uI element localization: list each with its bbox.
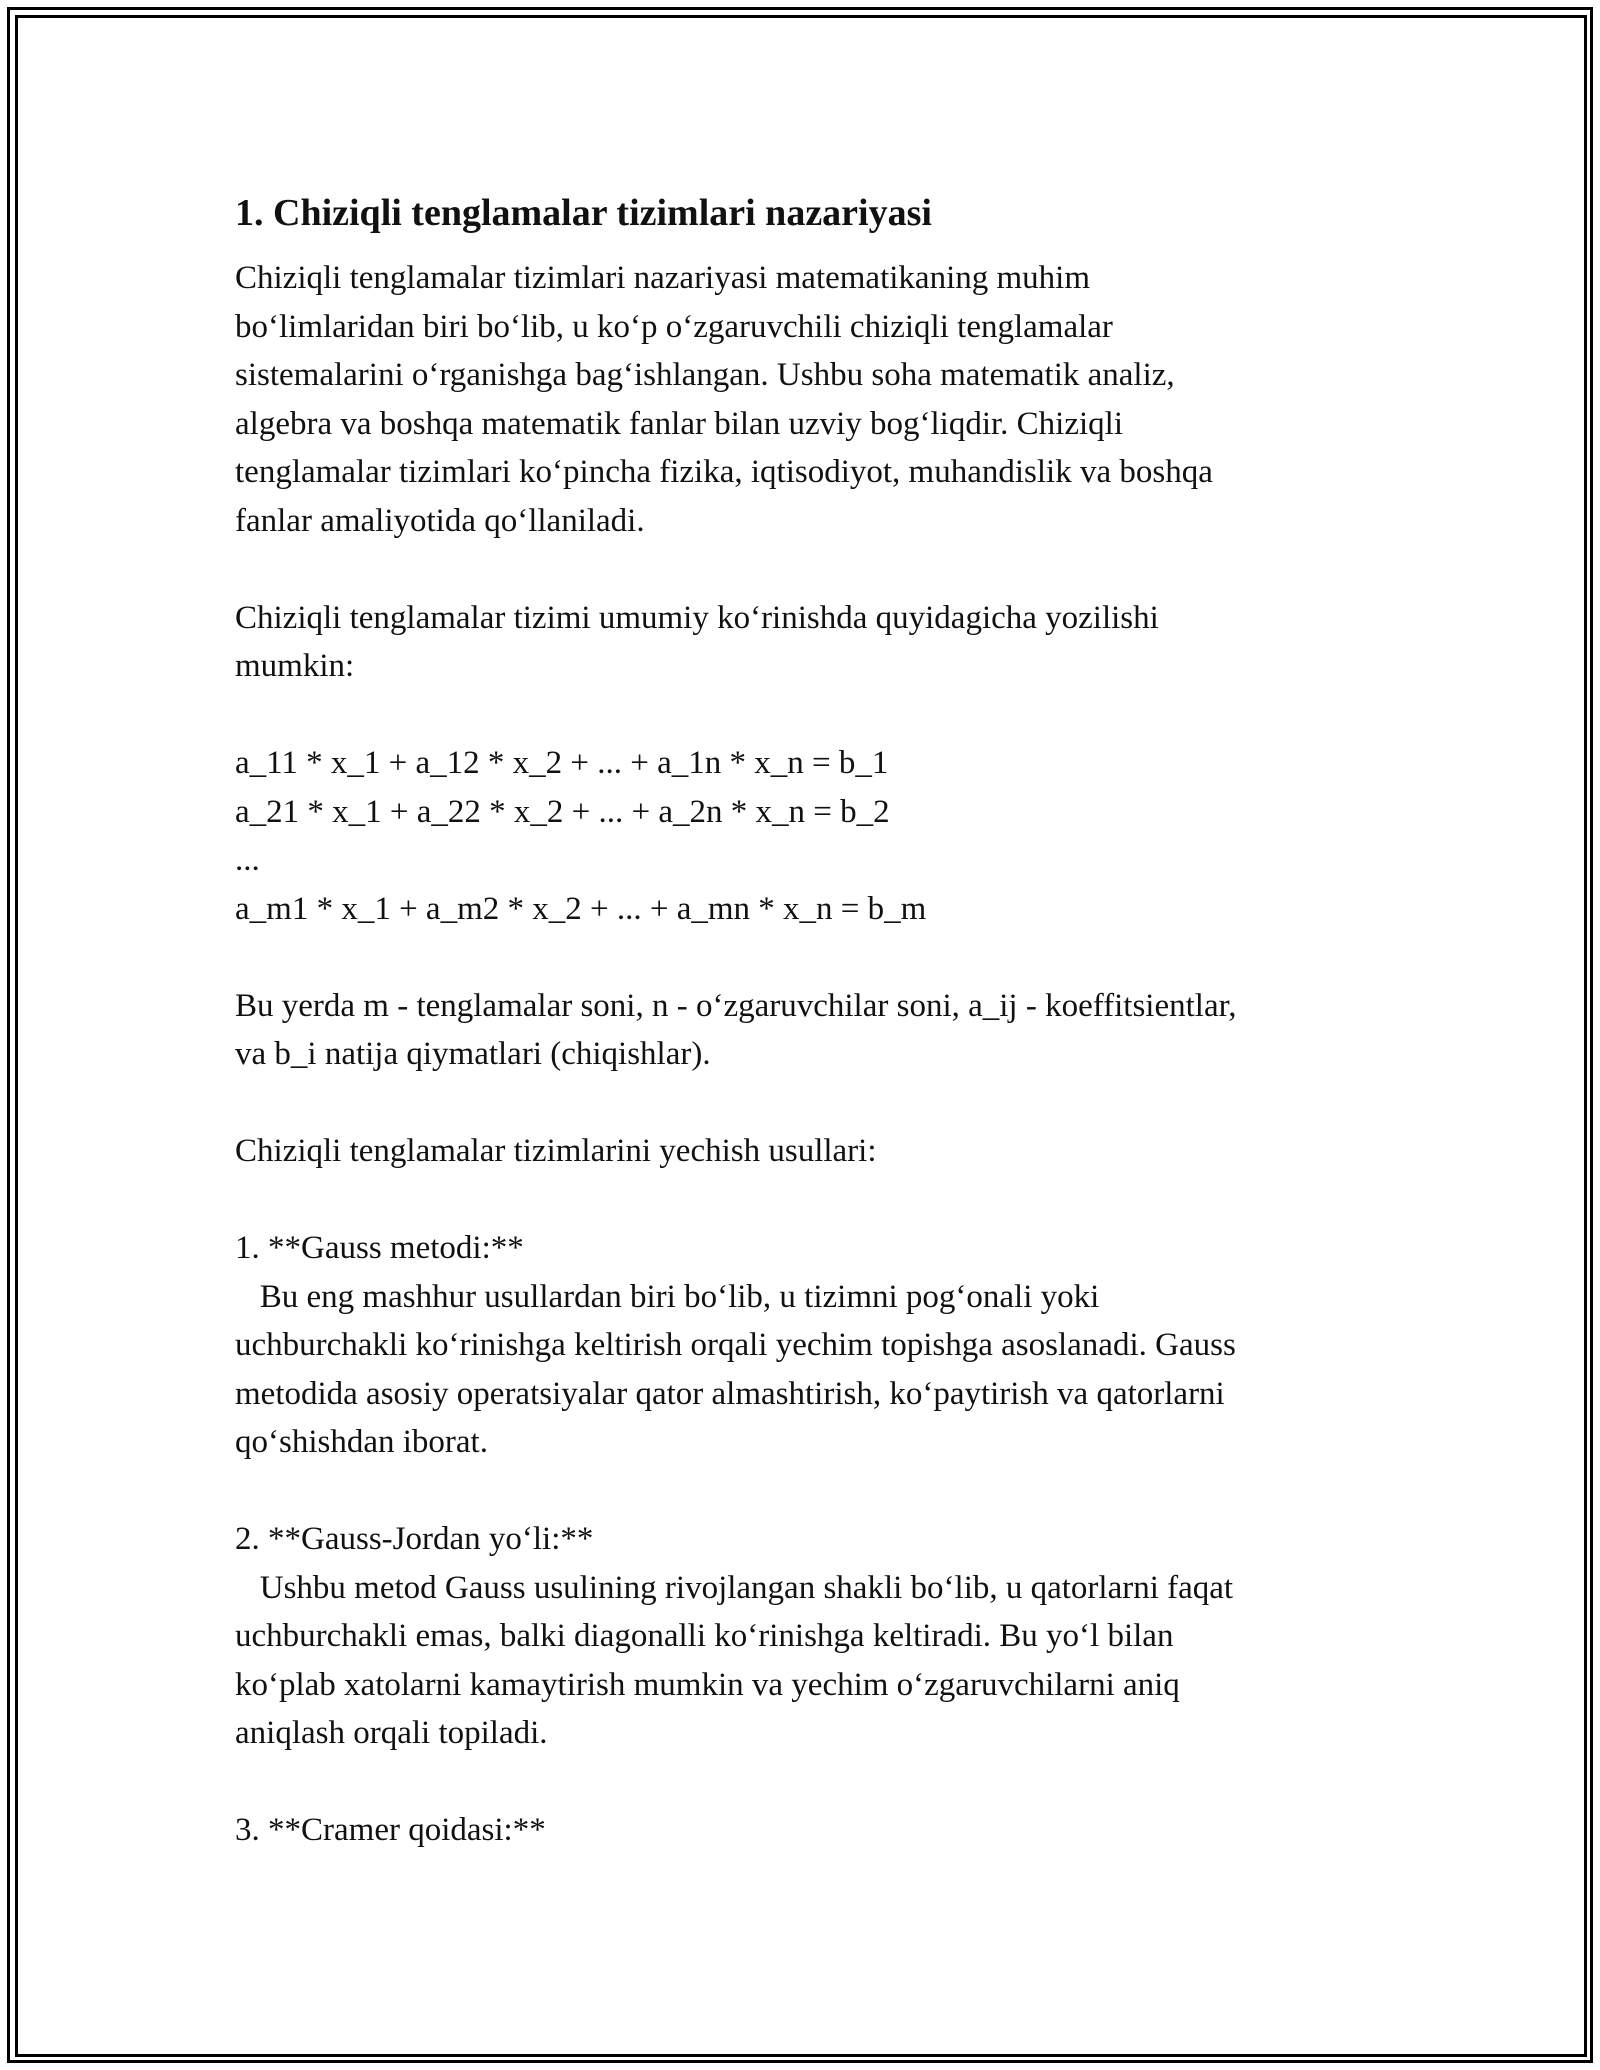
section-body-text: Chiziqli tenglamalar tizimlari nazariyasi matematikaning muhim bo‘limlaridan biri bo‘lib, u ko‘p o‘zgaruvchili chiziqli tenglamalar sistemalarini o‘rganishga bag‘ishlangan. Ushbu soha matematik analiz, algebra va boshqa matematik fanlar bilan uzviy bog‘liqdir. Chiziqli tenglamalar tizimlari ko‘pincha fizika, iqtisodiyot, muhandislik va boshqa fanlar amaliyotida qo‘llaniladi. Chiziqli tenglamalar tizimi umumiy ko‘rinishda quyidagicha yozilishi mumkin: a_11 * x_1 + a_12 * x_2 + ... + a_1n * x_n = b_1 a_21 * x_1 + a_22 * x_2 + ... + a_2n * x_n = b_2 ... a_m1 * x_1 + a_m2 * x_2 + ... + a_mn * x_n = b_m Bu yerda m - tenglamalar soni, n - o‘zgaruvchilar soni, a_ij - koeffitsientlar, va b_i natija qiymatlari (chiqishlar). Chiziqli tenglamalar tizimlarini yechish usullari: 1. **Gauss metodi:** Bu eng mashhur usullardan biri bo‘lib, u tizimni pog‘onali yoki uchburchakli ko‘rinishga keltirish orqali yechim topishga asoslanadi. Gauss metodida asosiy operatsiyalar qator almashtirish, ko‘paytirish va qatorlarni qo‘shishdan iborat. 2. **Gauss-Jordan yo‘li:** Ushbu metod Gauss usulining rivojlangan shakli bo‘lib, u qatorlarni faqat uchburchakli emas, balki diagonalli ko‘rinishga keltiradi. Bu yo‘l bilan ko‘plab xatolarni kamaytirish mumkin va yechim o‘zgaruvchilarni aniq aniqlash orqali topiladi. 3. **Cramer qoidasi:** <box>235 260 1237 1848</box>
section-heading: 1. Chiziqli tenglamalar tizimlari nazariyasi <box>235 192 932 234</box>
document-content <box>235 188 1365 1855</box>
